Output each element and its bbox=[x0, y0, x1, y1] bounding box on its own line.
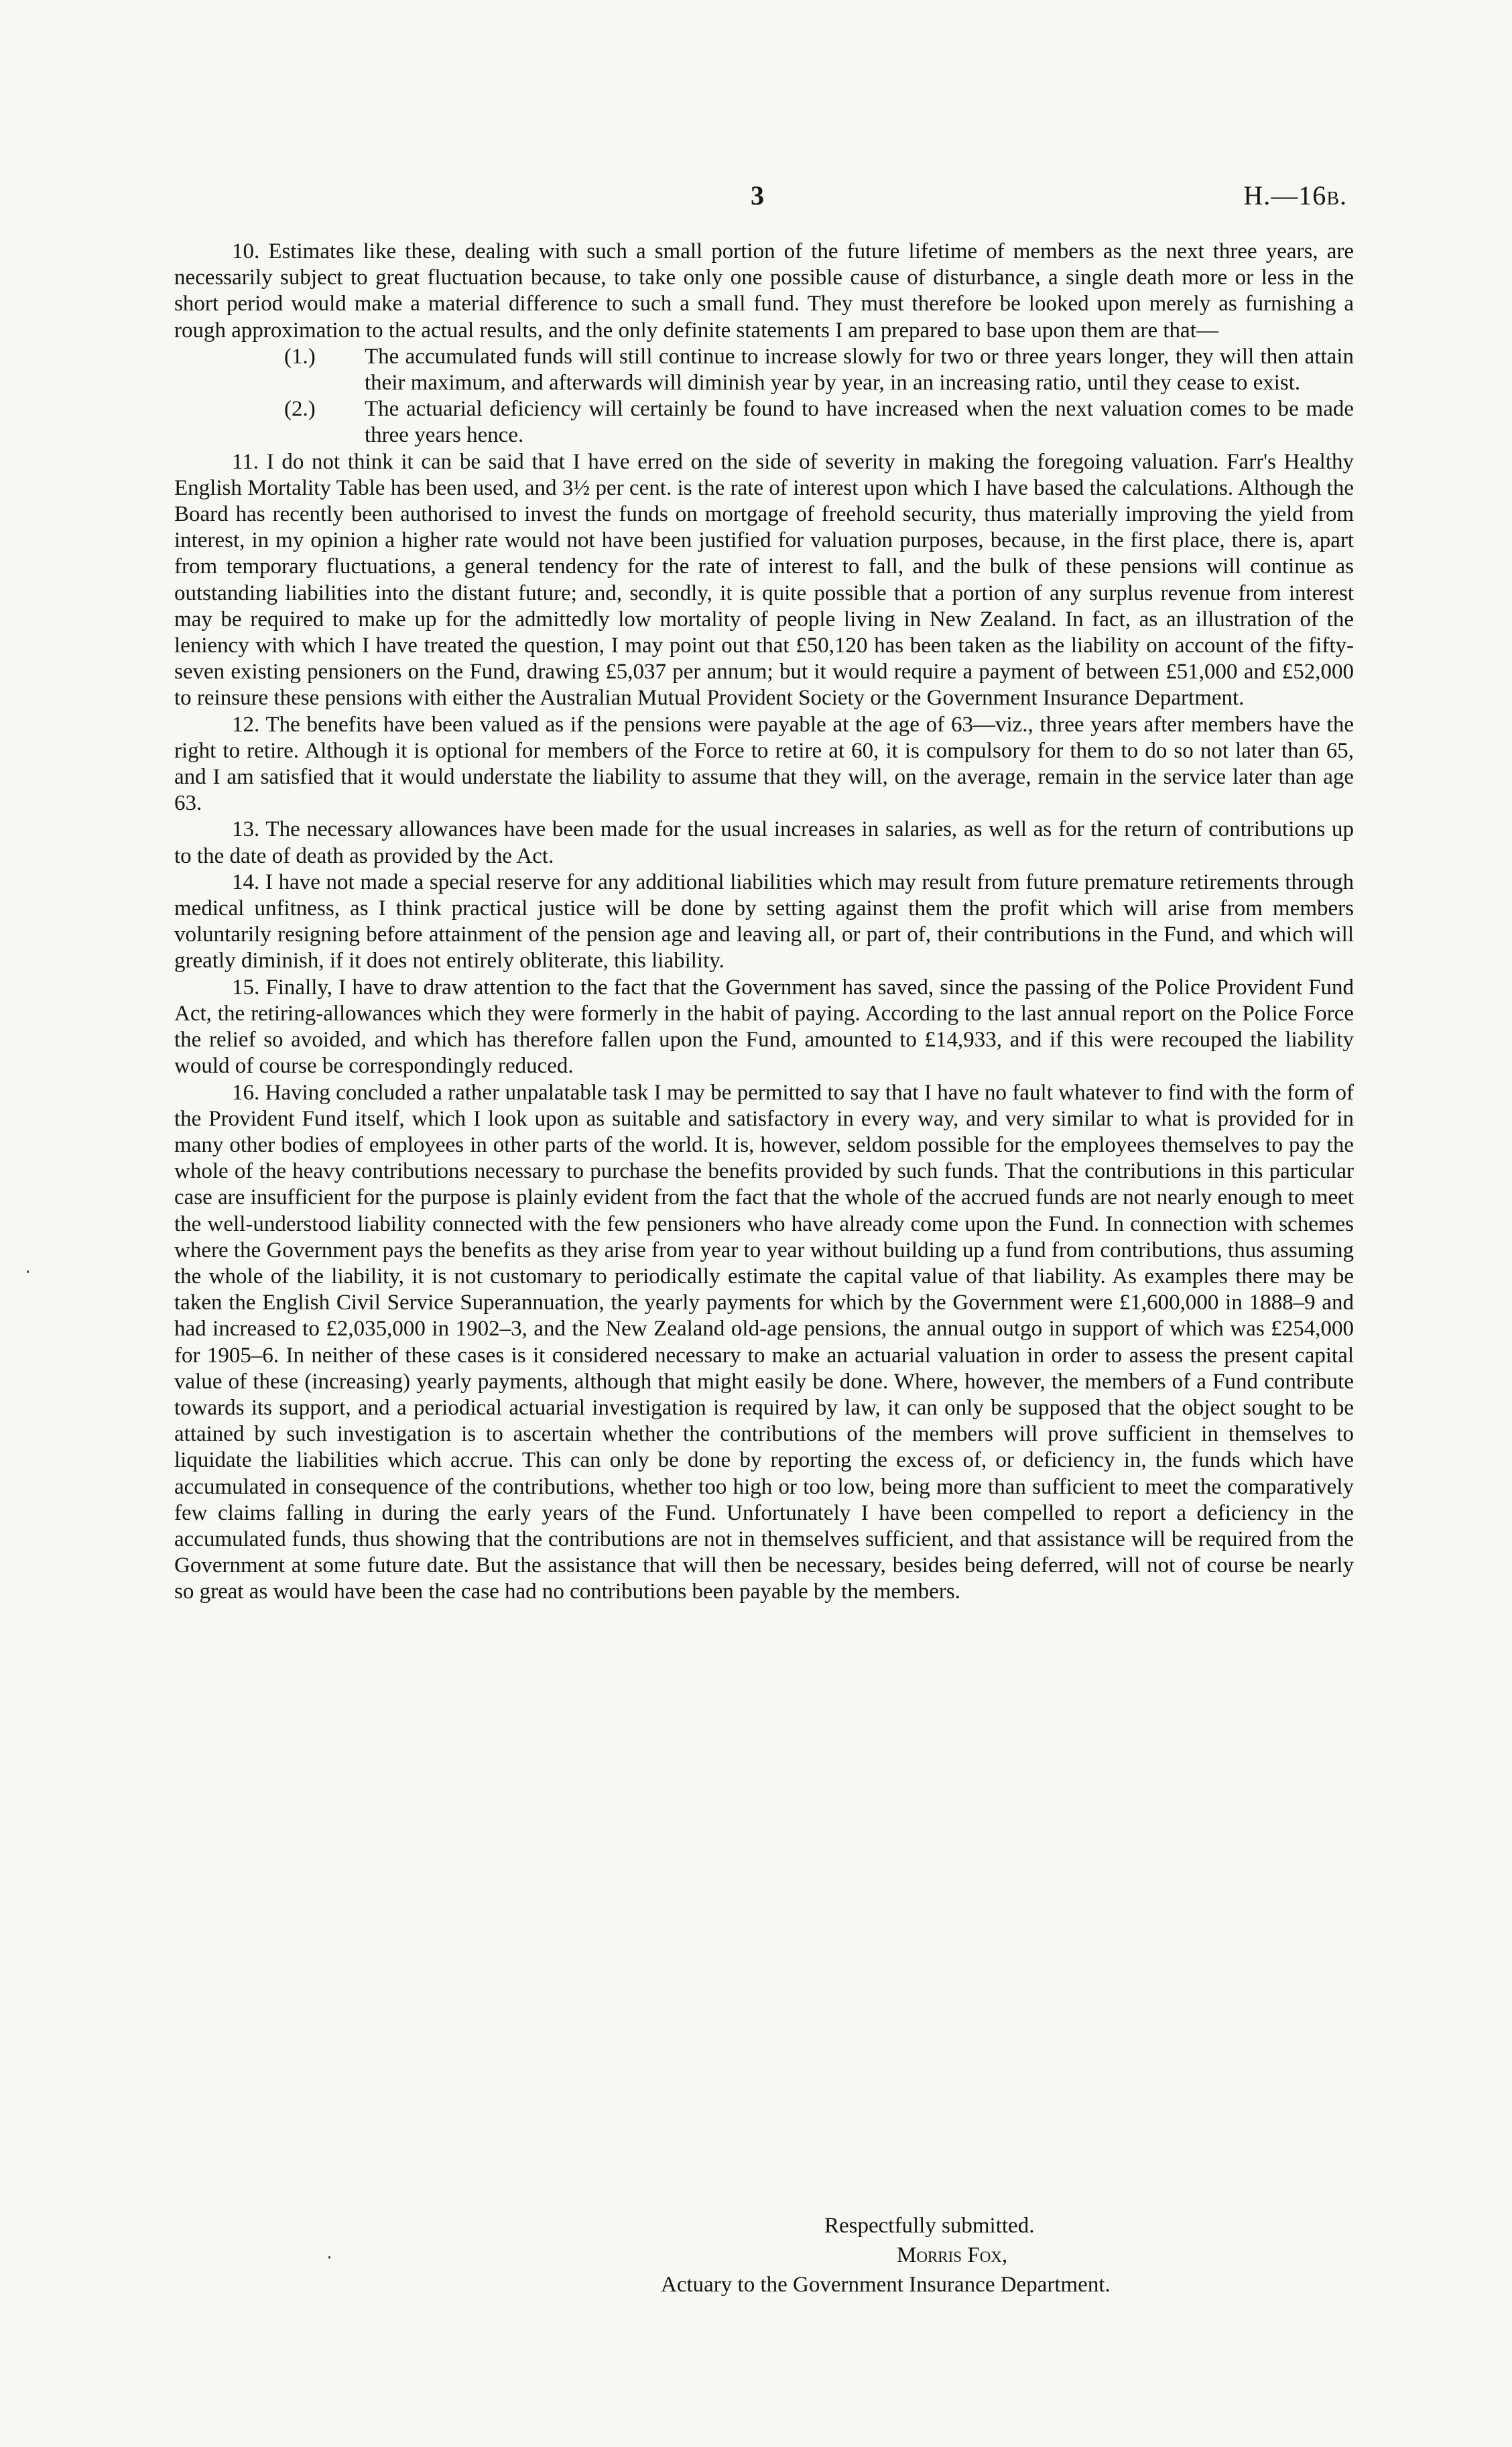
reference-suffix: b. bbox=[1326, 180, 1347, 211]
signatory-title: Actuary to the Government Insurance Department. bbox=[661, 2273, 1111, 2297]
page-header bbox=[0, 180, 1512, 220]
paper-speck bbox=[27, 1270, 29, 1273]
signatory-name: Morris Fox, bbox=[897, 2243, 1008, 2267]
paragraph-10: 10. Estimates like these, dealing with such a small portion of the future lifetime of members as the next three years, are necessarily subject to great fluctuation because, to take only one possible cause of disturbance, a single death more or less in the short period would make a material difference to such a small fund. They must therefore be looked upon merely as furnishing a rough approximation to the actual results, and the only definite statements I am prepared to base upon them are that— bbox=[174, 239, 1354, 343]
paragraph-14: 14. I have not made a special reserve for any additional liabilities which may result from future premature retirements through medical unfitness, as I think practical justice will be done by setting against them the profit which will arise from members voluntarily resigning before attainment of the pension age and leaving all, or part of, their contributions in the Fund, and which will greatly diminish, if it does not entirely obliterate, this liability. bbox=[174, 870, 1354, 973]
item-text: The actuarial deficiency will certainly be found to have increased when the next valuation comes to be made three years hence. bbox=[365, 397, 1354, 448]
report-body bbox=[174, 239, 1354, 1606]
paragraph-10-item-2 bbox=[284, 396, 1354, 449]
paper-speck bbox=[328, 2256, 330, 2259]
paragraph-16: 16. Having concluded a rather unpalatable task I may be permitted to say that I have no fault whatever to find with the form of the Provident Fund itself, which I look upon as suitable and satisfactory in every way, and very similar to what is provided for in many other bodies of employees in other parts of the world. It is, however, seldom possible for the employees themselves to pay the whole of the heavy contributions necessary to purchase the benefits provided by such funds. That the contributions in this particular case are insufficient for the purpose is plainly evident from the fact that the whole of the accrued funds are not nearly enough to meet the well-understood liability connected with the few pensioners who have already come upon the Fund. In connection with schemes where the Government pays the benefits as they arise from year to year without building up a fund from contributions, thus assuming the whole of the liability, it is not customary to periodically estimate the capital value of that liability. As examples there may be taken the English Civil Service Superannuation, the yearly payments for which by the Government were £1,600,000 in 1888–9 and had increased to £2,035,000 in 1902–3, and the New Zealand old-age pensions, the annual outgo in support of which was £254,000 for 1905–6. In neither of these cases is it considered necessary to make an actuarial valuation in order to assess the present capital value of these (increasing) yearly payments, although that might easily be done. Where, however, the members of a Fund contribute towards its support, and a periodical actuarial investigation is required by law, it can only be supposed that the object sought to be attained by such investigation is to ascertain whether the contributions of the members will prove sufficient in themselves to liquidate the liabilities which accrue. This can only be done by reporting the excess of, or deficiency in, the funds which have accumulated in consequence of the contributions, whether too high or too low, being more than sufficient to meet the comparatively few claims falling in during the early years of the Fund. Unfortunately I have been compelled to report a deficiency in the accumulated funds, thus showing that the contributions are not in themselves sufficient, and that assistance will be required from the Government at some future date. But the assistance that will then be necessary, besides being deferred, will not of course be nearly so great as would have been the case had no contributions been payable by the members. bbox=[174, 1080, 1354, 1604]
paragraph-13: 13. The necessary allowances have been made for the usual increases in salaries, as well as for the return of contributions up to the date of death as provided by the Act. bbox=[174, 817, 1354, 868]
paragraph-12: 12. The benefits have been valued as if the pensions were payable at the age of 63—viz., three years after members have the right to retire. Although it is optional for members of the Force to retire at 60, it is compulsory for them to do so not later than 65, and I am satisfied that it would understate the liability to assume that they will, on the average, remain in the service later than age 63. bbox=[174, 712, 1354, 816]
document-reference bbox=[1243, 180, 1347, 211]
paragraph-10-item-1 bbox=[284, 344, 1354, 396]
page-number: 3 bbox=[751, 180, 764, 211]
paragraph-11: 11. I do not think it can be said that I have erred on the side of severity in making the foregoing valuation. Farr's Healthy English Mortality Table has been used, and 3½ per cent. is the rate of interest upon which I have based the calculations. Although the Board has recently been authorised to invest the funds on mortgage of freehold security, thus materially improving the yield from interest, in my opinion a higher rate would not have been justified for valuation purposes, because, in the first place, there is, apart from temporary fluctuations, a general tendency for the rate of interest to fall, and the bulk of these pensions will continue as outstanding liabilities into the distant future; and, secondly, it is quite possible that a portion of any surplus revenue from interest may be required to make up for the admittedly low mortality of people living in New Zealand. In fact, as an illustration of the leniency with which I have treated the question, I may point out that £50,120 has been taken as the liability on account of the fifty-seven existing pensioners on the Fund, drawing £5,037 per annum; but it would require a payment of between £51,000 and £52,000 to reinsure these pensions with either the Australian Mutual Provident Society or the Government Insurance Department. bbox=[174, 449, 1354, 711]
closing-line: Respectfully submitted. bbox=[824, 2214, 1035, 2238]
item-number: (1.) bbox=[284, 344, 316, 369]
item-number: (2.) bbox=[284, 397, 316, 422]
item-text: The accumulated funds will still continue to increase slowly for two or three years longer, they will then attain their maximum, and afterwards will diminish year by year, in an increasing ratio, until they cease to exist. bbox=[365, 344, 1354, 396]
reference-prefix: H.—16 bbox=[1243, 180, 1327, 211]
paragraph-15: 15. Finally, I have to draw attention to the fact that the Government has saved, since the passing of the Police Provident Fund Act, the retiring-allowances which they were formerly in the habit of paying. According to the last annual report on the Police Force the relief so avoided, and which has therefore fallen upon the Fund, amounted to £14,933, and if this were recouped the liability would of course be correspondingly reduced. bbox=[174, 975, 1354, 1079]
